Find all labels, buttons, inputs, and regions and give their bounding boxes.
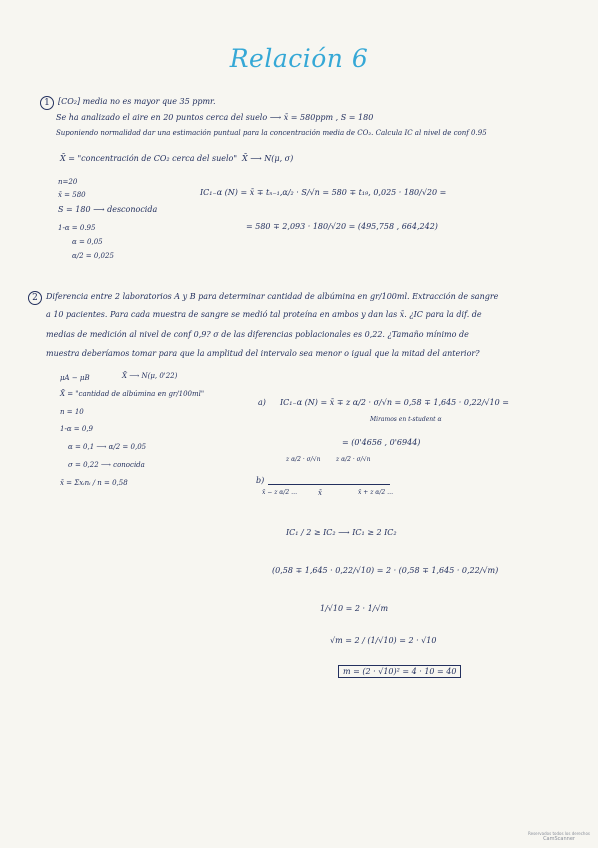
p1-s: S = 180 ⟶ desconocida (58, 205, 158, 214)
p1-line-1: [CO₂] media no es mayor que 35 ppmr. (58, 97, 216, 106)
p2-xbar: x̄ = Σxᵢnᵢ / n = 0,58 (60, 479, 128, 487)
problem-1-number: 1 (40, 96, 54, 110)
p2-equation-4: √m = 2 / (1/√10) = 2 · √10 (330, 636, 437, 645)
p2-part-a-label: a) (258, 398, 266, 407)
p2-axis-left: x̄ − z α/2 … (262, 489, 298, 496)
p2-axis-mid: x̄ (318, 489, 322, 497)
p2-equation-2: (0,58 ∓ 1,645 · 0,22/√10) = 2 · (0,58 ∓ 1,645 · 0,22/√m) (272, 566, 499, 575)
footer-brand: CamScanner (543, 836, 575, 842)
p2-n: n = 10 (60, 408, 84, 416)
p1-xbar: x̄ = 580 (58, 191, 86, 199)
p2-sigma: σ = 0,22 ⟶ conocida (68, 461, 145, 469)
p1-variable-definition: X̄ = "concentración de CO₂ cerca del suelo" (60, 154, 238, 163)
p2-axis-right: x̄ + z α/2 … (358, 489, 394, 496)
p2-line-2: a 10 pacientes. Para cada muestra de sangre se medió tal proteína en ambos y dan las x̄. ¿IC para la dif. de (46, 310, 482, 319)
p2-interval-axis (268, 484, 390, 485)
p2-equation-1: IC₁ / 2 ≥ IC₂ ⟶ IC₁ ≥ 2 IC₂ (286, 528, 397, 537)
p1-interval-formula: IC₁₋α (N) = x̄ ∓ tₙ₋₁,α/₂ · S/√n = 580 ∓ t₁₉, 0,025 · 180/√20 = (200, 188, 447, 197)
p2-final-answer: m = (2 · √10)² = 4 · 10 = 40 (338, 665, 461, 678)
p1-distribution: X̄ ⟶ N(μ, σ) (242, 154, 294, 163)
p1-alpha: α = 0,05 (72, 238, 103, 246)
p1-confidence: 1-α = 0.95 (58, 224, 96, 232)
p2-line-3: medias de medición al nivel de conf 0,9? σ de las diferencias poblacionales es 0,22. ¿Tamaño mínimo de (46, 330, 469, 339)
p2-alpha: α = 0,1 ⟶ α/2 = 0,05 (68, 443, 147, 451)
p2-line-4: muestra deberíamos tomar para que la amplitud del intervalo sea menor o igual que la mitad del anterior? (46, 349, 480, 358)
p2-difference: μA − μB (60, 374, 90, 382)
p2-line-1: Diferencia entre 2 laboratorios A y B para determinar cantidad de albúmina en gr/100ml. Extracción de sangre (46, 292, 499, 301)
p2-equation-3: 1/√10 = 2 · 1/√m (320, 604, 389, 613)
p2-segment-label-left: z α/2 · σ/√n (286, 456, 321, 463)
p2-interval-formula: IC₁₋α (N) = x̄ ∓ z α/2 · σ/√n = 0,58 ∓ 1,645 · 0,22/√10 = (280, 398, 509, 407)
p2-interval-result: = (0'4656 , 0'6944) (342, 438, 421, 447)
p2-distribution: X̄ ⟶ N(μ, 0'22) (122, 372, 178, 380)
p2-confidence: 1-α = 0,9 (60, 425, 93, 433)
p2-segment-label-right: z α/2 · σ/√n (336, 456, 371, 463)
p2-table-note: Miramos en t-student α (370, 416, 442, 423)
page-title: Relación 6 (229, 44, 369, 73)
p1-alpha-half: α/2 = 0,025 (72, 252, 114, 260)
footer-label: Reservados todos los derechos (528, 831, 590, 836)
footer-watermark (528, 831, 590, 842)
p1-interval-result: = 580 ∓ 2,093 · 180/√20 = (495,758 , 664,242) (246, 222, 438, 231)
p2-part-b-label: b) (256, 476, 265, 485)
p1-n: n=20 (58, 178, 78, 186)
p1-line-3: Suponiendo normalidad dar una estimación puntual para la concentración media de CO₂. Calcula IC al nivel de conf 0.95 (56, 129, 487, 137)
p2-variable-definition: X̄ = "cantidad de albúmina en gr/100ml" (60, 390, 205, 398)
problem-2-number: 2 (28, 291, 42, 305)
p1-line-2: Se ha analizado el aire en 20 puntos cerca del suelo ⟶ x̄ = 580ppm , S = 180 (56, 113, 374, 122)
